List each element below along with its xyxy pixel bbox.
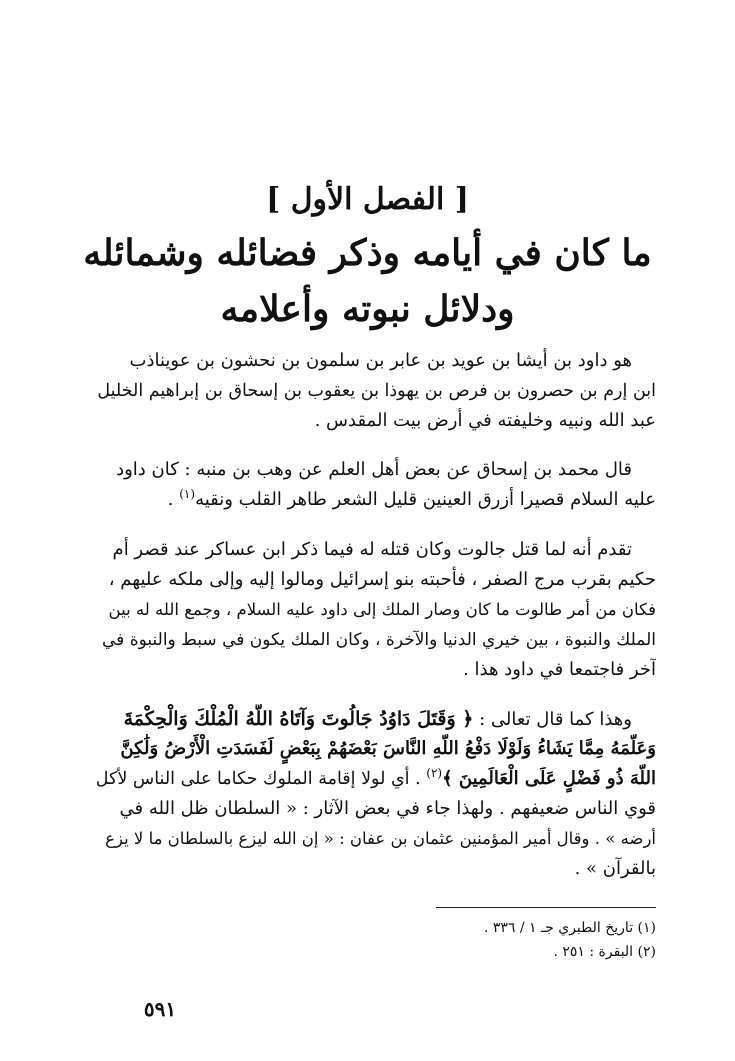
text-segment: . أي لولا إقامة الملوك حكاما على الناس لأكل bbox=[96, 769, 427, 789]
text-segment: . bbox=[167, 489, 180, 510]
text-line: قال محمد بن إسحاق عن بعض أهل العلم عن وهب بن منبه : كان داود bbox=[116, 459, 632, 480]
chapter-title-line-2: ودلائل نبوته وأعلامه bbox=[220, 288, 515, 330]
text-line: بالقرآن » . bbox=[574, 858, 656, 879]
paragraph-quran-verse bbox=[96, 704, 656, 884]
paragraph-lineage bbox=[96, 346, 656, 436]
footnote-ref: (٢) bbox=[426, 766, 443, 781]
text-line: الملك والنبوة ، بين خيري الدنيا والآخرة ، وكان الملك يكون في سبط والنبوة في bbox=[102, 630, 656, 650]
text-line bbox=[96, 704, 656, 734]
text-line bbox=[96, 734, 656, 764]
chapter-heading: [ الفصل الأول ] bbox=[266, 182, 469, 217]
text-segment: وهذا كما قال تعالى : bbox=[479, 709, 632, 730]
text-line: هو داود بن أيشا بن عويد بن عابر بن سلمون بن نحشون بن عويناذب bbox=[129, 350, 632, 371]
paragraph-description bbox=[96, 455, 656, 515]
footnote-ref: (١) bbox=[179, 487, 196, 501]
text-line bbox=[96, 485, 656, 515]
text-line: حكيم بقرب مرج الصفر ، فأحبته بنو إسرائيل ومالوا إليه وإلى ملكه عليهم ، bbox=[108, 569, 656, 590]
text-line: ابن إرم بن حصرون بن فرص بن يهوذا بن يعقوب بن إسحاق بن إبراهيم الخليل bbox=[97, 381, 656, 401]
page-number: ٥٩١ bbox=[143, 997, 177, 1021]
text-segment: عليه السلام قصيرا أزرق العينين قليل الشعر طاهر القلب ونقيه bbox=[195, 489, 656, 510]
text-line: فكان من أمر طالوت ما كان وصار الملك إلى داود عليه السلام ، وجمع الله له بين bbox=[108, 600, 656, 619]
text-line: عبد الله ونبيه وخليفته في أرض بيت المقدس . bbox=[314, 410, 656, 431]
footnote-1: (١) تاريخ الطبري جـ ١ / ٣٣٦ . bbox=[483, 920, 656, 936]
paragraph-kingship bbox=[96, 535, 656, 685]
footnote-2: (٢) البقرة : ٢٥١ . bbox=[553, 944, 656, 960]
text-line: آخر فاجتمعا في داود هذا . bbox=[463, 659, 656, 680]
text-line bbox=[96, 764, 656, 794]
text-line: تقدم أنه لما قتل جالوت وكان قتله له فيما ذكر ابن عساكر عند قصر أم bbox=[112, 539, 632, 560]
quran-verse: وَعَلَّمَهُ مِمَّا يَشَاءُ وَلَوْلَا دَفْعُ اللَّهِ النَّاسَ بَعْضَهُمْ بِبَعْضٍ لَفَسَدَتِ الْأَرْضُ وَلَٰكِنَّ bbox=[120, 738, 656, 759]
footnotes bbox=[296, 916, 656, 964]
quran-verse: ﴿ وَقَتَلَ دَاوُدُ جَالُوتَ وَآتَاهُ اللَّهُ الْمُلْكَ وَالْحِكْمَةَ bbox=[123, 708, 474, 730]
footnote-divider bbox=[436, 907, 656, 908]
quran-verse: اللَّهَ ذُو فَضْلٍ عَلَى الْعَالَمِينَ ﴾ bbox=[442, 768, 656, 789]
text-line: أرضه » . وقال أمير المؤمنين عثمان بن عفان : « إن الله ليزع بالسلطان ما لا يزع bbox=[105, 829, 656, 848]
chapter-title-line-1: ما كان في أيامه وذكر فضائله وشمائله bbox=[83, 232, 652, 274]
text-line: قوي الناس ضعيفهم . ولهذا جاء في بعض الآثار : « السلطان ظل الله في bbox=[119, 798, 656, 819]
